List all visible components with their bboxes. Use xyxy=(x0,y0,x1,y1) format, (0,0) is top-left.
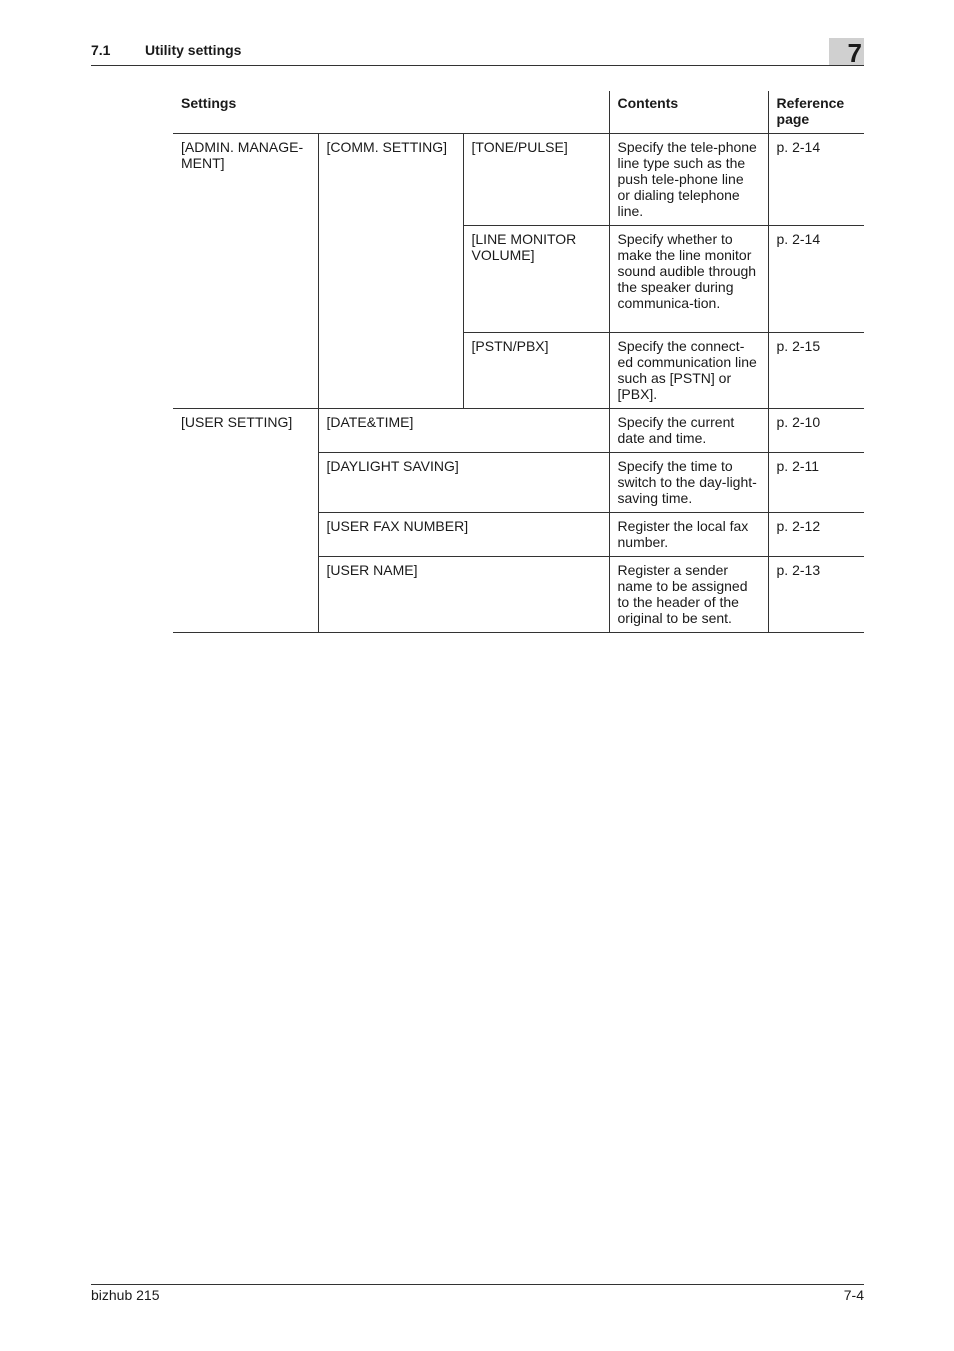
setting-contents: Specify the tele-phone line type such as the push tele-phone line or dialing telephone line. xyxy=(609,134,768,226)
setting-level1: [ADMIN. MANAGE-MENT] xyxy=(181,139,304,171)
header-settings: Settings xyxy=(181,95,237,111)
setting-level2: [DATE&TIME] xyxy=(318,409,609,453)
setting-reference: p. 2-14 xyxy=(768,226,864,333)
setting-level2: [USER FAX NUMBER] xyxy=(318,513,609,557)
setting-contents: Register a sender name to be assigned to the header of the original to be sent. xyxy=(609,557,768,633)
header-contents: Contents xyxy=(609,91,768,134)
footer-page-number: 7-4 xyxy=(843,1287,864,1303)
setting-reference: p. 2-11 xyxy=(768,453,864,513)
setting-reference: p. 2-12 xyxy=(768,513,864,557)
settings-table xyxy=(173,91,864,633)
footer-divider xyxy=(91,1284,864,1285)
setting-level2: [DAYLIGHT SAVING] xyxy=(318,453,609,513)
setting-reference: p. 2-15 xyxy=(768,333,864,409)
setting-contents: Specify the time to switch to the day-light-saving time. xyxy=(609,453,768,513)
setting-level2: [COMM. SETTING] xyxy=(318,134,463,409)
table-row xyxy=(173,409,864,453)
section-title: Utility settings xyxy=(145,42,242,58)
setting-level3: [PSTN/PBX] xyxy=(463,333,609,409)
setting-contents: Specify the connect-ed communication line such as [PSTN] or [PBX]. xyxy=(609,333,768,409)
setting-reference: p. 2-10 xyxy=(768,409,864,453)
footer-product: bizhub 215 xyxy=(91,1287,160,1303)
setting-contents: Specify whether to make the line monitor sound audible through the speaker during communica-tion. xyxy=(609,226,768,333)
setting-level3: [LINE MONITOR VOLUME] xyxy=(463,226,609,333)
chapter-number-badge: 7 xyxy=(829,38,864,65)
setting-contents: Register the local fax number. xyxy=(609,513,768,557)
setting-reference: p. 2-13 xyxy=(768,557,864,633)
header-reference: Reference page xyxy=(768,91,864,134)
table-header-row xyxy=(173,91,864,134)
setting-contents: Specify the current date and time. xyxy=(609,409,768,453)
setting-level2: [USER NAME] xyxy=(318,557,609,633)
setting-level1: [USER SETTING] xyxy=(181,414,293,430)
setting-reference: p. 2-14 xyxy=(768,134,864,226)
table-row xyxy=(173,134,864,226)
section-number: 7.1 xyxy=(91,42,111,58)
setting-level3: [TONE/PULSE] xyxy=(463,134,609,226)
header-divider xyxy=(91,65,864,66)
